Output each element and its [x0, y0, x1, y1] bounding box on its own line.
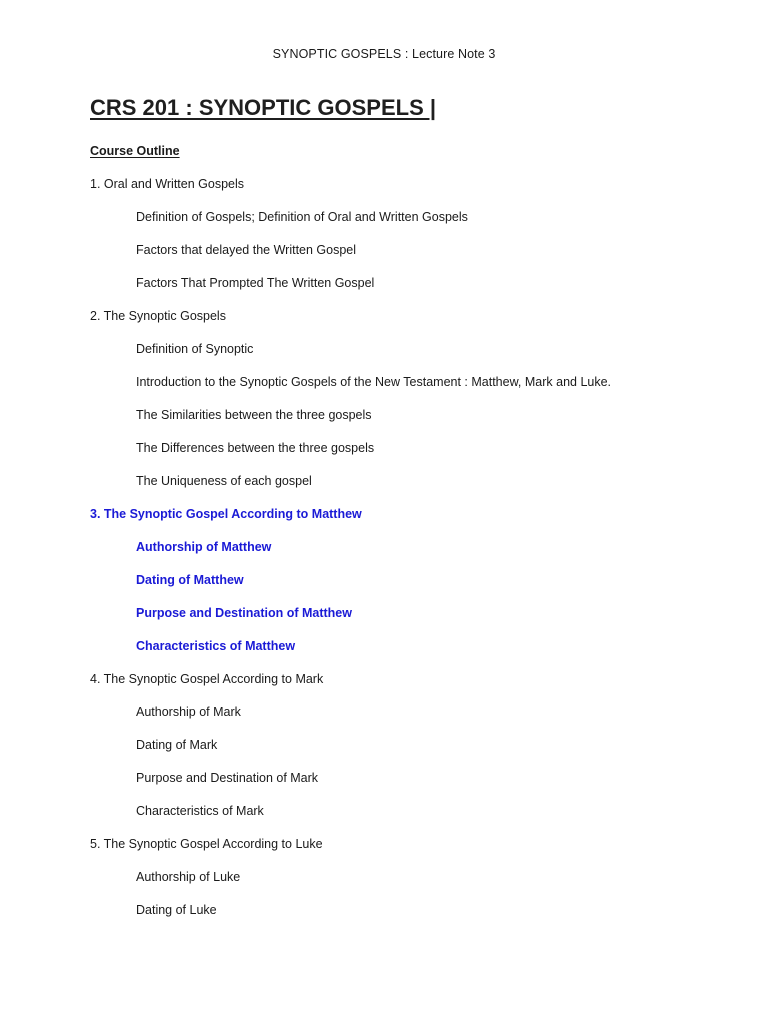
outline-section-heading: 1. Oral and Written Gospels: [90, 177, 245, 191]
outline-subtopic: Authorship of Matthew: [136, 540, 272, 554]
outline-subtopic: Dating of Luke: [136, 903, 217, 917]
outline-section-heading: 3. The Synoptic Gospel According to Matthew: [90, 507, 362, 521]
outline-subtopic: Dating of Mark: [136, 738, 218, 752]
document-title: CRS 201 : SYNOPTIC GOSPELS |: [90, 95, 437, 120]
outline-subtopic: Purpose and Destination of Mark: [136, 771, 319, 785]
outline-subtopic: Authorship of Luke: [136, 870, 241, 884]
outline-subtopic: Definition of Synoptic: [136, 342, 254, 356]
outline-subtopic: Purpose and Destination of Matthew: [136, 606, 352, 620]
outline-subtopic: Introduction to the Synoptic Gospels of the New Testament : Matthew, Mark and Luke.: [136, 375, 612, 389]
outline-section-heading: 2. The Synoptic Gospels: [90, 309, 226, 323]
outline-subtopic: Factors That Prompted The Written Gospel: [136, 276, 375, 290]
outline-section-heading: 4. The Synoptic Gospel According to Mark: [90, 672, 324, 686]
outline-subtopic: The Differences between the three gospels: [136, 441, 375, 455]
outline-subtopic: Dating of Matthew: [136, 573, 244, 587]
running-header: SYNOPTIC GOSPELS : Lecture Note 3: [272, 47, 496, 61]
outline-heading: Course Outline: [90, 144, 180, 158]
outline-subtopic: Factors that delayed the Written Gospel: [136, 243, 357, 257]
outline-subtopic: Characteristics of Mark: [136, 804, 264, 818]
outline-subtopic: The Similarities between the three gospels: [136, 408, 372, 422]
outline-subtopic: Characteristics of Matthew: [136, 639, 296, 653]
outline-subtopic: The Uniqueness of each gospel: [136, 474, 312, 488]
outline-subtopic: Definition of Gospels; Definition of Oral and Written Gospels: [136, 210, 468, 224]
outline-section-heading: 5. The Synoptic Gospel According to Luke: [90, 837, 323, 851]
outline-subtopic: Authorship of Mark: [136, 705, 241, 719]
course-outline-list: [0, 168, 768, 927]
